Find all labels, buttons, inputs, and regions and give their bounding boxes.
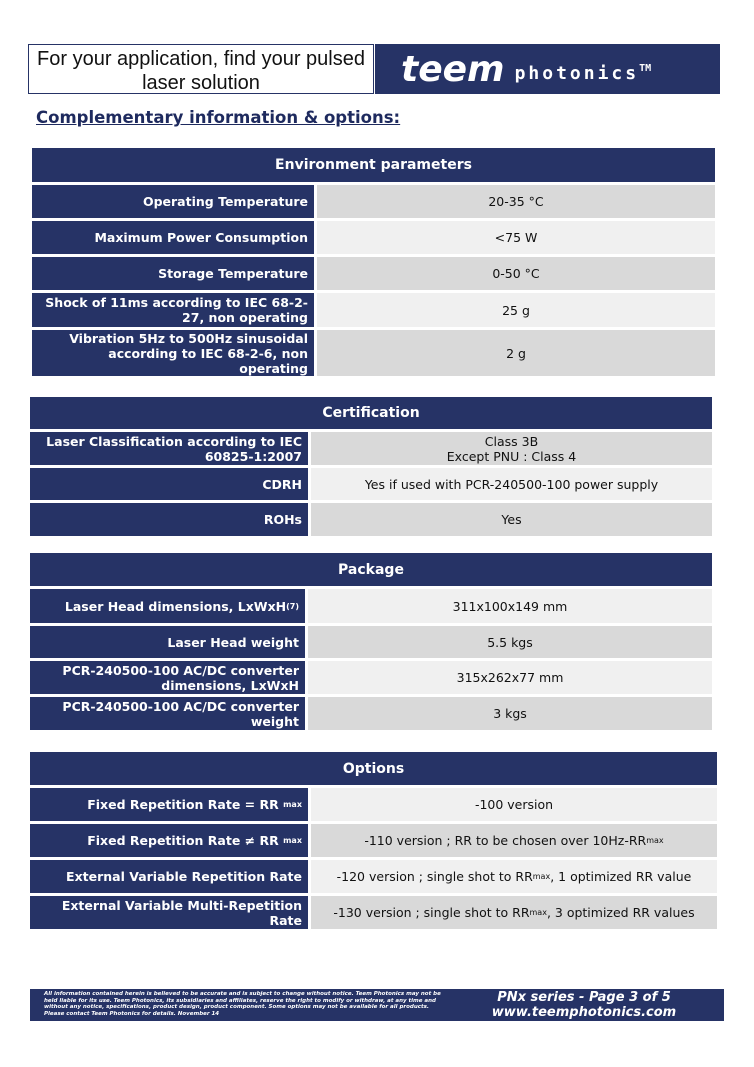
options-table-title: Options: [30, 752, 717, 785]
table-row: [30, 626, 712, 658]
value-subscript: max: [529, 908, 547, 917]
header-tagline: For your application, find your pulsed laser solution: [37, 48, 365, 94]
table-row: [30, 503, 712, 536]
row-label: PCR-240500-100 AC/DC converter dimensions, LxWxH: [30, 661, 305, 694]
row-value: -100 version: [311, 788, 717, 821]
row-label: External Variable Repetition Rate: [30, 860, 308, 893]
company-logo: [375, 44, 720, 94]
row-value: <75 W: [317, 221, 715, 254]
value-line: Except PNU : Class 4: [446, 448, 577, 464]
table-row: [32, 257, 715, 290]
table-row: [30, 860, 717, 893]
footer-page-info-block: [444, 989, 724, 1021]
footer-page-info: PNx series - Page 3 of 5: [497, 990, 671, 1005]
footnote-marker: (7): [286, 601, 299, 611]
footer-website: www.teemphotonics.com: [491, 1005, 677, 1020]
section-title: Complementary information & options:: [36, 108, 401, 127]
row-label: CDRH: [30, 468, 308, 500]
row-label: Laser Head weight: [30, 626, 305, 658]
row-value: -120 version ; single shot to RR max , 1 optimized RR value: [311, 860, 717, 893]
row-value: 20-35 °C: [317, 185, 715, 218]
row-value: -130 version ; single shot to RR max , 3 optimized RR values: [311, 896, 717, 929]
row-label: ROHs: [30, 503, 308, 536]
row-value: [311, 432, 712, 465]
table-row: [32, 293, 715, 327]
label-subscript: max: [283, 836, 302, 845]
row-value: 25 g: [317, 293, 715, 327]
row-value: 315x262x77 mm: [308, 661, 712, 694]
table-row: [30, 589, 712, 623]
row-label: Maximum Power Consumption: [32, 221, 314, 254]
package-table: [30, 553, 712, 730]
row-value: -110 version ; RR to be chosen over 10Hz-RR max: [311, 824, 717, 857]
table-row: [30, 788, 717, 821]
row-value: 311x100x149 mm: [308, 589, 712, 623]
row-value: 0-50 °C: [317, 257, 715, 290]
table-row: [32, 221, 715, 254]
table-row: [30, 661, 712, 694]
row-value: 5.5 kgs: [308, 626, 712, 658]
certification-table-title: Certification: [30, 397, 712, 429]
table-row: [30, 896, 717, 929]
row-label: Operating Temperature: [32, 185, 314, 218]
row-label: Fixed Repetition Rate = RR max: [30, 788, 308, 821]
table-row: [30, 697, 712, 730]
row-label: Shock of 11ms according to IEC 68-2-27, non operating: [32, 293, 314, 327]
header-tagline-box: [28, 44, 374, 94]
environment-table: [32, 148, 715, 376]
logo-photonics-text: photonics™: [514, 62, 652, 84]
row-label: Storage Temperature: [32, 257, 314, 290]
row-value: 3 kgs: [308, 697, 712, 730]
environment-table-title: Environment parameters: [32, 148, 715, 182]
row-label: Laser Head dimensions, LxWxH (7): [30, 589, 305, 623]
value-subscript: max: [646, 836, 664, 845]
table-row: [32, 185, 715, 218]
row-label: Fixed Repetition Rate ≠ RR max: [30, 824, 308, 857]
row-label: External Variable Multi-Repetition Rate: [30, 896, 308, 929]
label-subscript: max: [283, 800, 302, 809]
certification-table: [30, 397, 712, 536]
footer-disclaimer: All information contained herein is believed to be accurate and is subject to change without notice. Teem Photonics may not be held liable for its use. Teem Photonics, its subsidiaries and affiliates, reserve the right to modify or withdraw, at any time and without any notice, specifications, product design, product component. Some options may not be available for all products. Please contact Teem Photonics for details. November 14: [44, 991, 441, 1017]
table-row: [32, 330, 715, 376]
package-table-title: Package: [30, 553, 712, 586]
row-label: Laser Classification according to IEC 60825-1:2007: [30, 432, 308, 465]
row-value: Yes if used with PCR-240500-100 power supply: [311, 468, 712, 500]
options-table: [30, 752, 717, 929]
value-line: Class 3B: [484, 433, 539, 449]
row-label: Vibration 5Hz to 500Hz sinusoidal according to IEC 68-2-6, non operating: [32, 330, 314, 376]
row-value: 2 g: [317, 330, 715, 376]
logo-trademark: TM: [639, 62, 652, 74]
row-label: PCR-240500-100 AC/DC converter weight: [30, 697, 305, 730]
page-footer: [30, 989, 724, 1021]
table-row: [30, 432, 712, 465]
value-subscript: max: [532, 872, 551, 881]
row-value: Yes: [311, 503, 712, 536]
logo-teem-text: teem: [401, 48, 505, 90]
table-row: [30, 824, 717, 857]
table-row: [30, 468, 712, 500]
